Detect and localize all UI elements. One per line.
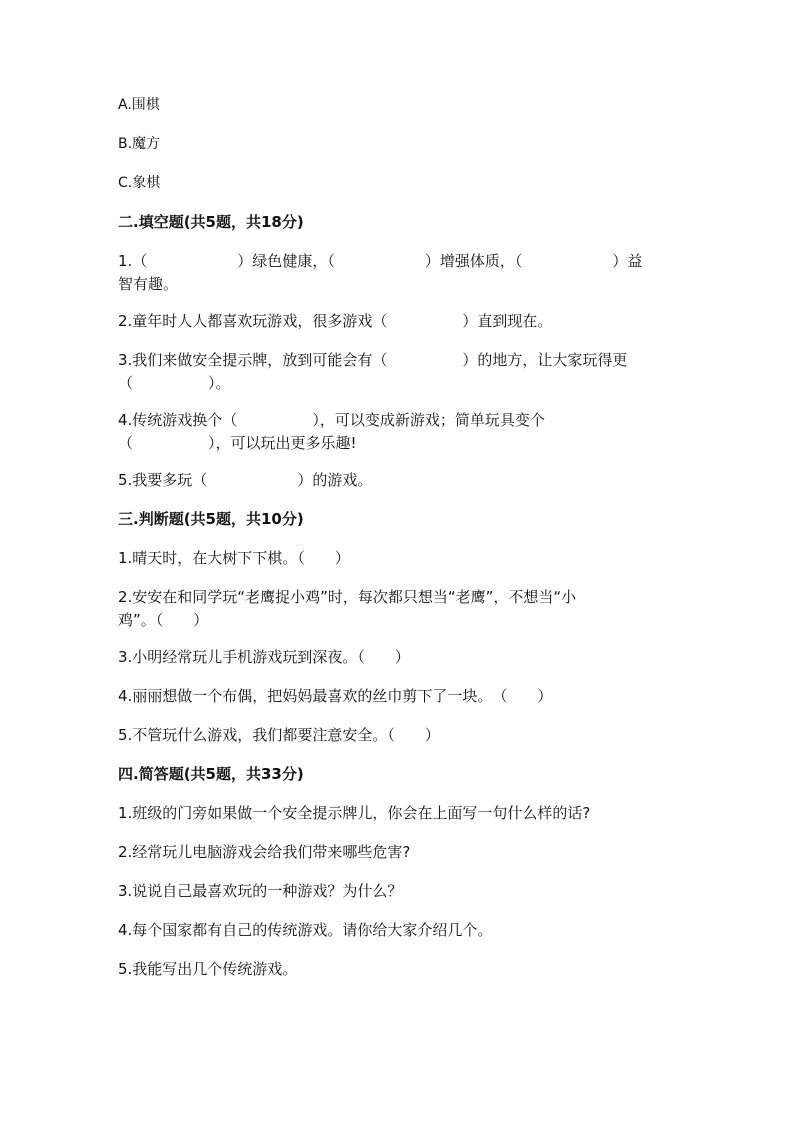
section-fill-blank-heading: 二.填空题(共5题，共18分) [118,213,304,231]
option-a: A.围棋 [118,97,160,113]
short-answer-question-2: 2.经常玩儿电脑游戏会给我们带来哪些危害? [118,843,411,861]
short-answer-question-3: 3.说说自己最喜欢玩的一种游戏？为什么？ [118,882,403,900]
fill-blank-question-4-line-2: （ ），可以玩出更多乐趣! [118,434,357,452]
short-answer-question-4: 4.每个国家都有自己的传统游戏。请你给大家介绍几个。 [118,921,493,939]
exam-page [118,94,688,981]
fill-blank-question-4 [118,409,688,455]
true-false-question-5: 5.不管玩什么游戏，我们都要注意安全。（ ） [118,726,440,744]
fill-blank-question-5: 5.我要多玩（ ）的游戏。 [118,471,373,489]
fill-blank-question-1 [118,250,688,296]
true-false-question-3: 3.小明经常玩儿手机游戏玩到深夜。（ ） [118,648,410,666]
true-false-question-2-line-2: 鸡”。（ ） [118,611,209,629]
fill-blank-question-3 [118,349,688,395]
true-false-question-2 [118,586,688,632]
short-answer-question-1: 1.班级的门旁如果做一个安全提示牌儿，你会在上面写一句什么样的话? [118,804,591,822]
section-short-answer-heading: 四.简答题(共5题，共33分) [118,765,304,783]
short-answer-question-5: 5.我能写出几个传统游戏。 [118,960,298,978]
fill-blank-question-4-line-1: 4.传统游戏换个（ ），可以变成新游戏；简单玩具变个 [118,411,545,429]
true-false-question-2-line-1: 2.安安在和同学玩“老鹰捉小鸡”时，每次都只想当“老鹰”，不想当“小 [118,588,577,606]
option-b: B.魔方 [118,136,161,152]
fill-blank-question-3-line-1: 3.我们来做安全提示牌，放到可能会有（ ）的地方，让大家玩得更 [118,351,628,369]
option-c: C.象棋 [118,175,161,191]
fill-blank-question-3-line-2: （ ）。 [118,374,231,392]
true-false-question-1: 1.晴天时，在大树下下棋。（ ） [118,549,350,567]
section-true-false-heading: 三.判断题(共5题，共10分) [118,510,304,528]
true-false-question-4: 4.丽丽想做一个布偶，把妈妈最喜欢的丝巾剪下了一块。 （ ） [118,687,553,705]
fill-blank-question-1-line-2: 智有趣。 [118,275,179,293]
fill-blank-question-2: 2.童年时人人都喜欢玩游戏，很多游戏（ ）直到现在。 [118,312,553,330]
fill-blank-question-1-line-1: 1.（ ）绿色健康，（ ）增强体质，（ ）益 [118,252,643,270]
